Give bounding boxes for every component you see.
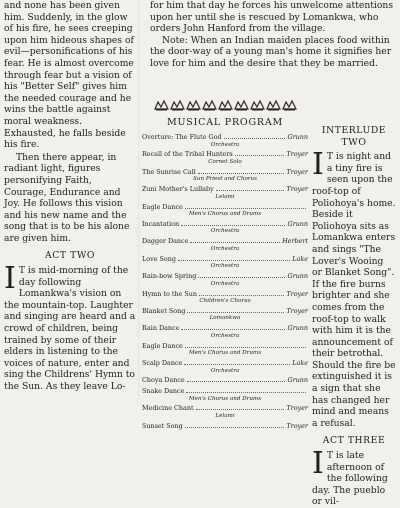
program-composer: Herbert — [282, 237, 308, 246]
program-entry — [142, 388, 308, 402]
program-row — [142, 151, 308, 159]
program-row — [142, 221, 308, 229]
program-row — [142, 134, 308, 142]
program-entry — [142, 186, 308, 200]
program-row — [142, 388, 308, 396]
dot-leader — [224, 138, 286, 139]
interlude-two-paragraph — [312, 147, 396, 429]
program-entries — [142, 134, 308, 430]
program-performer: Orchestra — [210, 245, 240, 252]
program-row — [142, 360, 308, 368]
program-title: MUSICAL PROGRAM — [166, 117, 284, 128]
ornament-border — [142, 99, 308, 111]
program-composer: Troyer — [286, 289, 308, 298]
program-composer: Troyer — [286, 306, 308, 315]
program-entry — [142, 377, 308, 385]
ornament-motif — [266, 99, 281, 111]
program-entry — [142, 256, 308, 270]
program-performer: Children's Chorus — [199, 298, 251, 305]
dot-leader — [185, 347, 306, 348]
program-piece-title: Choya Dance — [142, 376, 185, 385]
program-performer: Orchestra — [210, 332, 240, 339]
program-row — [142, 169, 308, 177]
program-performer: Lomankwa — [209, 315, 241, 322]
program-performer: Orchestra — [210, 141, 240, 148]
program-composer: Troyer — [286, 404, 308, 413]
program-composer: Grunn — [287, 133, 308, 141]
ornament-motif — [154, 99, 169, 111]
program-row — [142, 308, 308, 316]
vision-paragraph: Then there appear, in radiant light, figures personifying Faith, Courage, Endurance and Joy. He follows this vision and his new name and the song that is to be his alone are given him. — [4, 151, 130, 244]
act-two-heading: ACT TWO — [44, 250, 96, 262]
program-piece-title: Sunset Song — [142, 421, 183, 430]
program-entry — [142, 291, 308, 305]
program-composer: Grunn — [287, 219, 308, 228]
program-entry — [142, 221, 308, 235]
dot-leader — [198, 277, 285, 278]
program-piece-title: Eagle Dance — [142, 202, 183, 211]
act-three-heading: ACT THREE — [322, 435, 386, 447]
program-composer: Troyer — [286, 185, 308, 194]
ornament-motif — [218, 99, 233, 111]
act-two-paragraph — [4, 261, 136, 393]
program-row — [142, 291, 308, 299]
interlude-dropcap: I — [312, 147, 324, 183]
program-entry — [142, 308, 308, 322]
program-performer: Lelami — [215, 412, 235, 419]
program-piece-title: Eagle Dance — [142, 341, 183, 350]
program-piece-title: Scalp Dance — [142, 359, 183, 368]
program-entry — [142, 238, 308, 252]
program-row — [142, 204, 308, 212]
program-piece-title: Rain Dance — [142, 324, 180, 333]
act-three-paragraph — [312, 446, 396, 508]
rescue-paragraph: for him that day he forces his unwelcome attentions upon her until she is rescued by Lomankwa, who orders John Hanford from the village. — [150, 0, 394, 35]
program-composer: Grunn — [287, 376, 308, 385]
program-piece-title: Hymn to the Sun — [142, 289, 197, 298]
program-piece-title: Rain-bow Spring — [142, 272, 197, 281]
dot-leader — [216, 190, 285, 191]
dot-leader — [186, 392, 306, 393]
dot-leader — [190, 242, 280, 243]
dot-leader — [185, 208, 306, 209]
program-piece-title: Zuni Mother's Lullaby — [142, 185, 214, 194]
act-two-text: T is mid-morning of the day following Lomankwa's vision on the mountain-top. Laughter and singing are heard and a crowd of children, being trained by some of their elders in listening to the voices of nature, enter and sing the Childrens' Hymn to the Sun. As they leave Lo- — [4, 265, 136, 392]
program-piece-title: Snake Dance — [142, 387, 185, 396]
program-piece-title: Overture: The Flute God — [142, 133, 222, 141]
program-composer: Lake — [292, 359, 308, 368]
program-entry — [142, 405, 308, 419]
program-piece-title: Blanket Song — [142, 306, 186, 315]
program-piece-title: Medicine Chant — [142, 404, 194, 413]
program-composer: Grunn — [287, 324, 308, 333]
ornament-motif — [250, 99, 265, 111]
program-performer: Men's Chorus and Drums — [188, 395, 262, 402]
program-entry — [142, 204, 308, 218]
program-performer: Orchestra — [210, 367, 240, 374]
dot-leader — [181, 329, 285, 330]
ornament-motif — [202, 99, 217, 111]
act-three-dropcap: I — [312, 446, 324, 482]
program-row — [142, 377, 308, 385]
musical-program — [142, 97, 308, 430]
program-performer: Cornet Solo — [208, 158, 242, 165]
program-entry — [142, 325, 308, 339]
program-row — [142, 273, 308, 281]
ornament-motif — [234, 99, 249, 111]
dot-leader — [187, 381, 286, 382]
top-right-text — [150, 0, 396, 70]
program-composer: Troyer — [286, 150, 308, 159]
program-row — [142, 256, 308, 264]
program-entry — [142, 273, 308, 287]
program-performer: Sun Priest and Chorus — [193, 176, 257, 183]
program-piece-title: Love Song — [142, 254, 176, 263]
program-piece-title: Recall of the Tribal Hunters — [142, 150, 233, 159]
note-paragraph: Note: When an Indian maiden places food within the door-way of a young man's home it signifies her love for him and the desire that they be married. — [150, 34, 392, 69]
program-performer: Orchestra — [210, 228, 240, 235]
program-composer: Lake — [292, 254, 308, 263]
dot-leader — [235, 155, 285, 156]
dot-leader — [184, 364, 290, 365]
program-performer: Men's Chorus and Drums — [188, 350, 262, 357]
program-entry — [142, 423, 308, 431]
program-piece-title: Dagger Dance — [142, 237, 189, 246]
ornament-motif — [282, 99, 297, 111]
dot-leader — [187, 312, 284, 313]
program-entry — [142, 169, 308, 183]
dot-leader — [181, 225, 285, 226]
dot-leader — [199, 295, 284, 296]
program-composer: Grunn — [287, 272, 308, 281]
program-entry — [142, 343, 308, 357]
program-performer: Orchestra — [210, 263, 240, 270]
program-row — [142, 405, 308, 413]
program-piece-title: The Sunrise Call — [142, 167, 196, 176]
dot-leader — [196, 409, 285, 410]
dot-leader — [178, 260, 290, 261]
program-entry — [142, 134, 308, 148]
program-performer: Lelami — [215, 193, 235, 200]
act-three-text: T is late afternoon of the following day. The pueblo or vil- — [312, 450, 388, 508]
page-fold — [138, 0, 140, 400]
program-performer: Men's Chorus and Drums — [188, 211, 262, 218]
program-entry — [142, 151, 308, 165]
dot-leader — [198, 173, 285, 174]
program-entry — [142, 360, 308, 374]
interlude-text: T is night and a tiny fire is seen upon the roof-top of Poliohoya's home. Beside it Poliohoya sits as Lomankwa enters and sings "The Lover's Wooing or Blanket Song". If the fire burns brighter and she comes from the roof-top to walk with him it is the announcement of their betrothal. Should the fire be extinguished it is a sign that she has changed her mind and means a refusal. — [312, 151, 396, 429]
program-performer: Orchestra — [210, 280, 240, 287]
act-two-dropcap: I — [4, 261, 16, 297]
dot-leader — [185, 427, 285, 428]
left-column — [4, 0, 136, 393]
ornament-motif — [170, 99, 185, 111]
program-row — [142, 238, 308, 246]
program-composer: Troyer — [286, 167, 308, 176]
interlude-two-heading: INTERLUDE TWO — [321, 125, 387, 148]
program-row — [142, 325, 308, 333]
program-composer: Troyer — [286, 421, 308, 430]
program-row — [142, 343, 308, 351]
program-row — [142, 423, 308, 431]
right-column — [312, 123, 396, 508]
ornament-motif — [186, 99, 201, 111]
program-row — [142, 186, 308, 194]
program-piece-title: Incantation — [142, 219, 180, 228]
intro-paragraph: and none has been given him. Suddenly, in the glow of his fire, he sees creeping upon him hideous shapes of evil—personifications of his fear. He is almost overcome through fear but a vision of his "Better Self" gives him the needed courage and he wins the battle against moral weakness. Exhausted, he falls beside his fire. — [4, 0, 134, 151]
